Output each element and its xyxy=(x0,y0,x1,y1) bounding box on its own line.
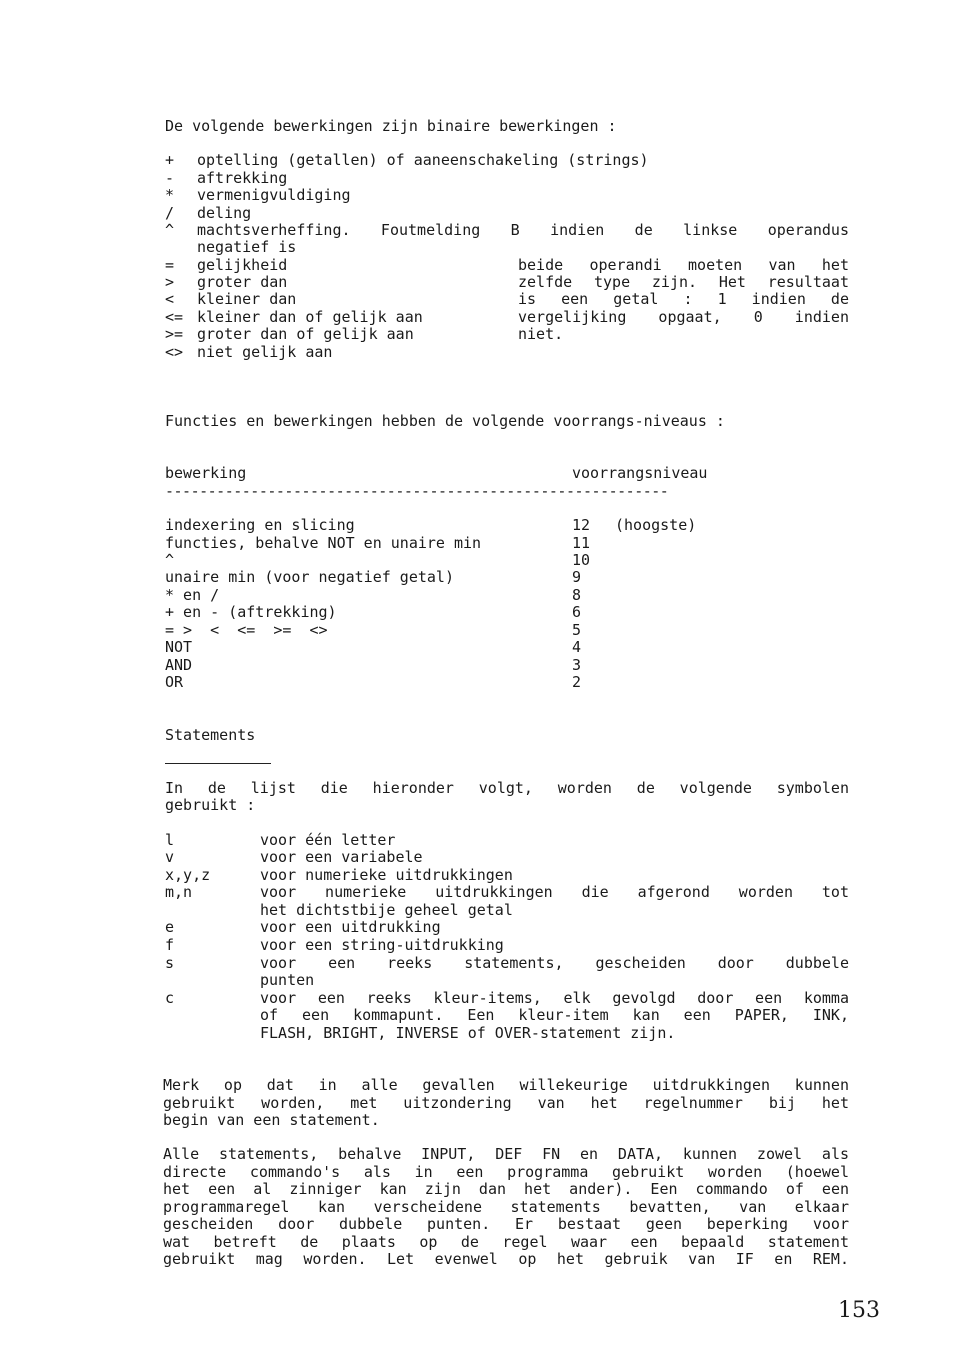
symbol-desc: voor numerieke uitdrukkingen xyxy=(260,866,513,884)
table-row-level: 6 xyxy=(572,603,582,621)
table-row-op: * en / xyxy=(165,586,220,604)
table-row-op: unaire min (voor negatief getal) xyxy=(165,568,454,586)
symbol-desc-cont: FLASH, BRIGHT, INVERSE of OVER-statement zijn. xyxy=(260,1024,676,1042)
operator-symbol: < xyxy=(165,290,175,308)
paragraph-line: Alle statements, behalve INPUT, DEF FN en DATA, kunnen zowel als xyxy=(163,1145,849,1163)
symbol-key: f xyxy=(165,936,175,954)
paragraph-line: Merk op dat in alle gevallen willekeurige uitdrukkingen kunnen xyxy=(163,1076,849,1094)
operator-symbol: * xyxy=(165,186,175,204)
symbol-key: s xyxy=(165,954,175,972)
paragraph-line: het een al zinniger kan zijn dan het ander). Een commando of een xyxy=(163,1180,849,1198)
operator-desc: optelling (getallen) of aaneenschakeling (strings) xyxy=(197,151,649,169)
page-number: 153 xyxy=(838,1298,880,1323)
table-row-level: 2 xyxy=(572,673,582,691)
comparison-note-line: beide operandi moeten van het xyxy=(518,256,849,274)
operator-symbol: <> xyxy=(165,343,184,361)
comparison-note-line: vergelijking opgaat, 0 indien xyxy=(518,308,849,326)
table-row-op: NOT xyxy=(165,638,193,656)
table-row-op: ^ xyxy=(165,551,175,569)
operator-desc: deling xyxy=(197,204,252,222)
table-row-op: AND xyxy=(165,656,193,674)
table-row-level: 5 xyxy=(572,621,582,639)
table-row-level: 10 xyxy=(572,551,591,569)
operator-symbol: <= xyxy=(165,308,184,326)
statements-heading: Statements xyxy=(165,726,256,744)
table-rule: ----------------------------------------------------------- xyxy=(165,482,669,500)
table-row-note: (hoogste) xyxy=(615,516,697,534)
symbol-desc-cont: of een kommapunt. Een kleur-item kan een PAPER, INK, xyxy=(260,1006,849,1024)
table-row-level: 9 xyxy=(572,568,582,586)
operator-symbol: = xyxy=(165,256,175,274)
operator-desc: machtsverheffing. Foutmelding B indien de linkse operandus xyxy=(197,221,849,239)
table-row-op: OR xyxy=(165,673,184,691)
symbol-desc: voor numerieke uitdrukkingen die afgerond worden tot xyxy=(260,883,849,901)
table-row-level: 3 xyxy=(572,656,582,674)
symbol-key: v xyxy=(165,848,175,866)
symbol-desc-cont: punten xyxy=(260,971,315,989)
symbol-desc: voor een string-uitdrukking xyxy=(260,936,504,954)
table-row-op: = > < <= >= <> xyxy=(165,621,328,639)
symbol-key: x,y,z xyxy=(165,866,211,884)
symbol-desc-cont: het dichtstbije geheel getal xyxy=(260,901,513,919)
heading-underline xyxy=(165,763,271,764)
operator-symbol: > xyxy=(165,273,175,291)
symbol-desc: voor een uitdrukking xyxy=(260,918,441,936)
table-row-level: 4 xyxy=(572,638,582,656)
operator-symbol: + xyxy=(165,151,175,169)
table-row-op: indexering en slicing xyxy=(165,516,355,534)
operator-desc: groter dan xyxy=(197,273,288,291)
table-row-level: 12 xyxy=(572,516,591,534)
symbol-key: m,n xyxy=(165,883,193,901)
paragraph-line: programmaregel kan verscheidene statements bevatten, van elkaar xyxy=(163,1198,849,1216)
paragraph-line: gescheiden door dubbele punten. Er bestaat geen beperking voor xyxy=(163,1215,849,1233)
table-row-level: 11 xyxy=(572,534,591,552)
table-row-level: 8 xyxy=(572,586,582,604)
precedence-intro: Functies en bewerkingen hebben de volgende voorrangs-niveaus : xyxy=(165,412,725,430)
paragraph-line: gebruikt mag worden. Let evenwel op het gebruik van IF en REM. xyxy=(163,1250,849,1268)
symbol-key: c xyxy=(165,989,175,1007)
comparison-note-line: is een getal : 1 indien de xyxy=(518,290,849,308)
table-header-operation: bewerking xyxy=(165,464,247,482)
table-header-level: voorrangsniveau xyxy=(572,464,708,482)
operator-desc: kleiner dan of gelijk aan xyxy=(197,308,423,326)
operator-desc: kleiner dan xyxy=(197,290,297,308)
symbol-key: l xyxy=(165,831,175,849)
operator-symbol: ^ xyxy=(165,221,175,239)
comparison-note-line: niet. xyxy=(518,325,564,343)
operator-desc: niet gelijk aan xyxy=(197,343,333,361)
operator-symbol: / xyxy=(165,204,175,222)
operator-symbol: >= xyxy=(165,325,184,343)
operators-intro: De volgende bewerkingen zijn binaire bewerkingen : xyxy=(165,117,617,135)
symbol-desc: voor een reeks kleur-items, elk gevolgd door een komma xyxy=(260,989,849,1007)
table-row-op: functies, behalve NOT en unaire min xyxy=(165,534,482,552)
comparison-note-line: zelfde type zijn. Het resultaat xyxy=(518,273,849,291)
paragraph-line: gebruikt worden, met uitzondering van het regelnummer bij het xyxy=(163,1094,849,1112)
operator-desc: vermenigvuldiging xyxy=(197,186,351,204)
operator-desc-cont: negatief is xyxy=(197,238,297,256)
symbol-desc: voor één letter xyxy=(260,831,396,849)
table-row-op: + en - (aftrekking) xyxy=(165,603,337,621)
symbol-desc: voor een variabele xyxy=(260,848,423,866)
paragraph-line: begin van een statement. xyxy=(163,1111,380,1129)
operator-symbol: - xyxy=(165,169,175,187)
operator-desc: gelijkheid xyxy=(197,256,288,274)
symbol-key: e xyxy=(165,918,175,936)
paragraph-line: directe commando's als in een programma gebruikt worden (hoewel xyxy=(163,1163,849,1181)
operator-desc: groter dan of gelijk aan xyxy=(197,325,414,343)
paragraph-line: wat betreft de plaats op de regel waar een bepaald statement xyxy=(163,1233,849,1251)
symbols-intro: In de lijst die hieronder volgt, worden de volgende symbolen xyxy=(165,779,849,797)
symbols-intro-cont: gebruikt : xyxy=(165,796,256,814)
operator-desc: aftrekking xyxy=(197,169,288,187)
symbol-desc: voor een reeks statements, gescheiden door dubbele xyxy=(260,954,849,972)
